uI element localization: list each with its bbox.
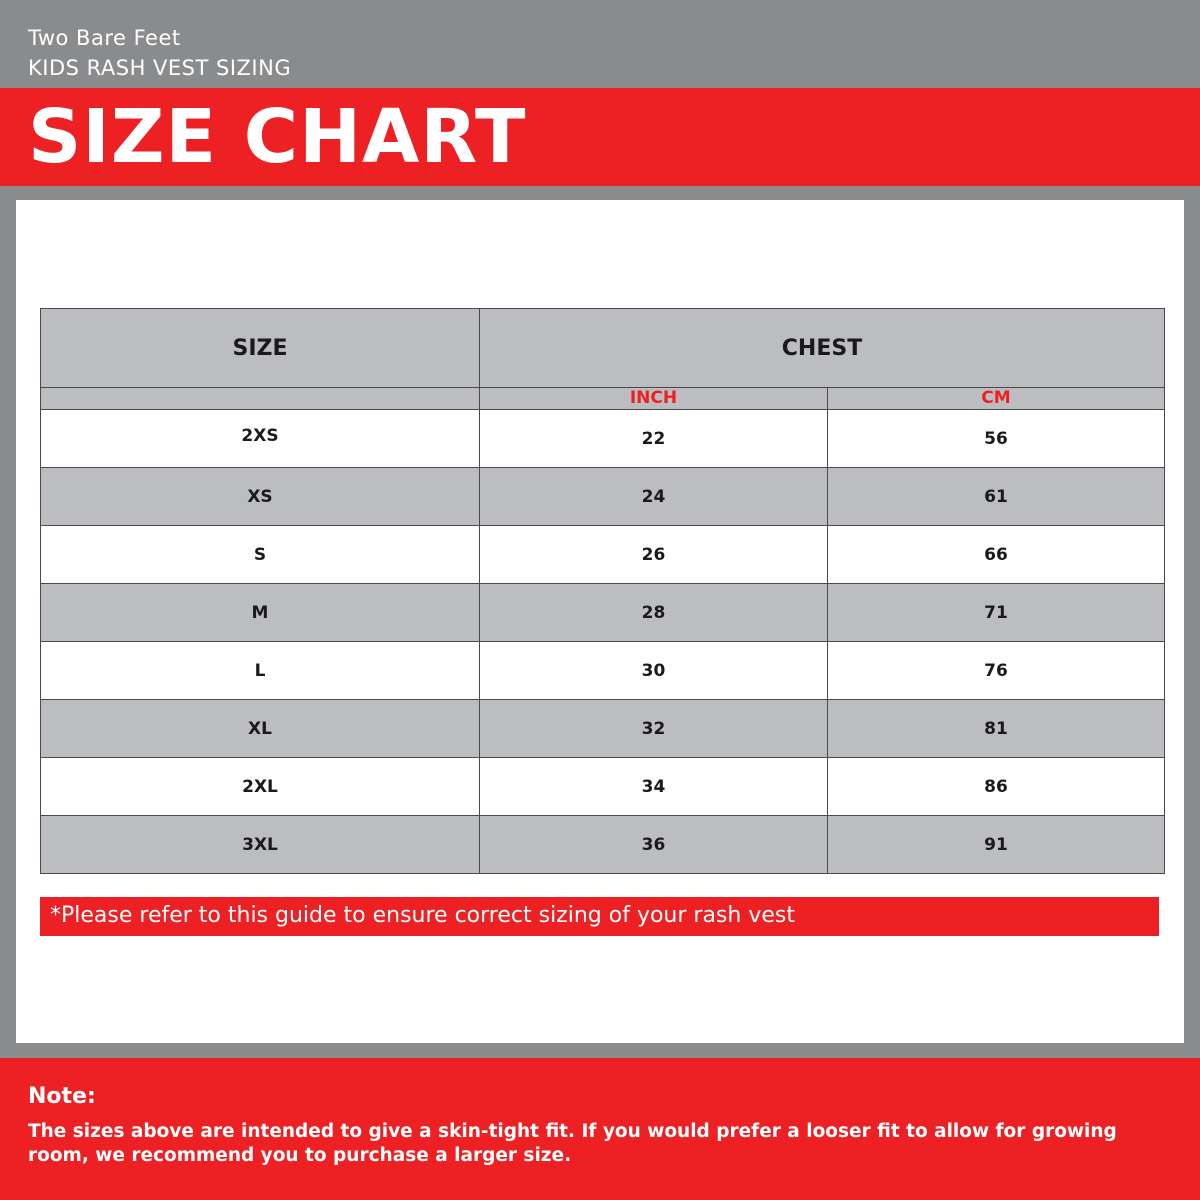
cm-cell: 86 [828,758,1165,816]
size-cell: M [41,584,480,642]
unit-inch: INCH [480,388,828,410]
title-band [0,88,1200,186]
sizing-guide-text: *Please refer to this guide to ensure correct sizing of your rash vest [50,903,795,928]
inch-cell: 28 [480,584,828,642]
cm-cell: 66 [828,526,1165,584]
size-cell: S [41,526,480,584]
note-text: The sizes above are intended to give a skin-tight fit. If you would prefer a looser fit to allow for growing room, we recommend you to purchase a larger size. [28,1121,1117,1166]
brand-name: Two Bare Feet [28,26,181,50]
inch-cell: 32 [480,700,828,758]
table-row [41,410,1165,468]
table-row [41,642,1165,700]
note-section [0,1058,1200,1200]
chart-subtitle: KIDS RASH VEST SIZING [28,56,292,80]
table-row [41,526,1165,584]
size-cell: L [41,642,480,700]
inch-cell: 36 [480,816,828,874]
cm-cell: 81 [828,700,1165,758]
table-row [41,816,1165,874]
inch-cell: 24 [480,468,828,526]
table-header-row [41,309,1165,388]
size-cell: 2XL [41,758,480,816]
size-column-header: SIZE [41,309,480,388]
cm-cell: 76 [828,642,1165,700]
note-title: Note: [28,1084,96,1109]
chest-column-header: CHEST [480,309,1165,388]
table-row [41,468,1165,526]
size-cell: XL [41,700,480,758]
sizing-guide-banner [40,897,1159,936]
table-row [41,700,1165,758]
unit-cm: CM [828,388,1165,410]
size-cell: 3XL [41,816,480,874]
cm-cell: 71 [828,584,1165,642]
page-title: SIZE CHART [28,94,527,180]
inch-cell: 34 [480,758,828,816]
cm-cell: 56 [828,410,1165,468]
inch-cell: 22 [480,410,828,468]
top-bar [0,0,1200,88]
size-cell: XS [41,468,480,526]
size-cell: 2XS [41,410,480,468]
cm-cell: 91 [828,816,1165,874]
size-table [40,308,1165,874]
table-row [41,584,1165,642]
inch-cell: 26 [480,526,828,584]
unit-cell-empty [41,388,480,410]
inch-cell: 30 [480,642,828,700]
cm-cell: 61 [828,468,1165,526]
unit-row [41,388,1165,410]
table-row [41,758,1165,816]
